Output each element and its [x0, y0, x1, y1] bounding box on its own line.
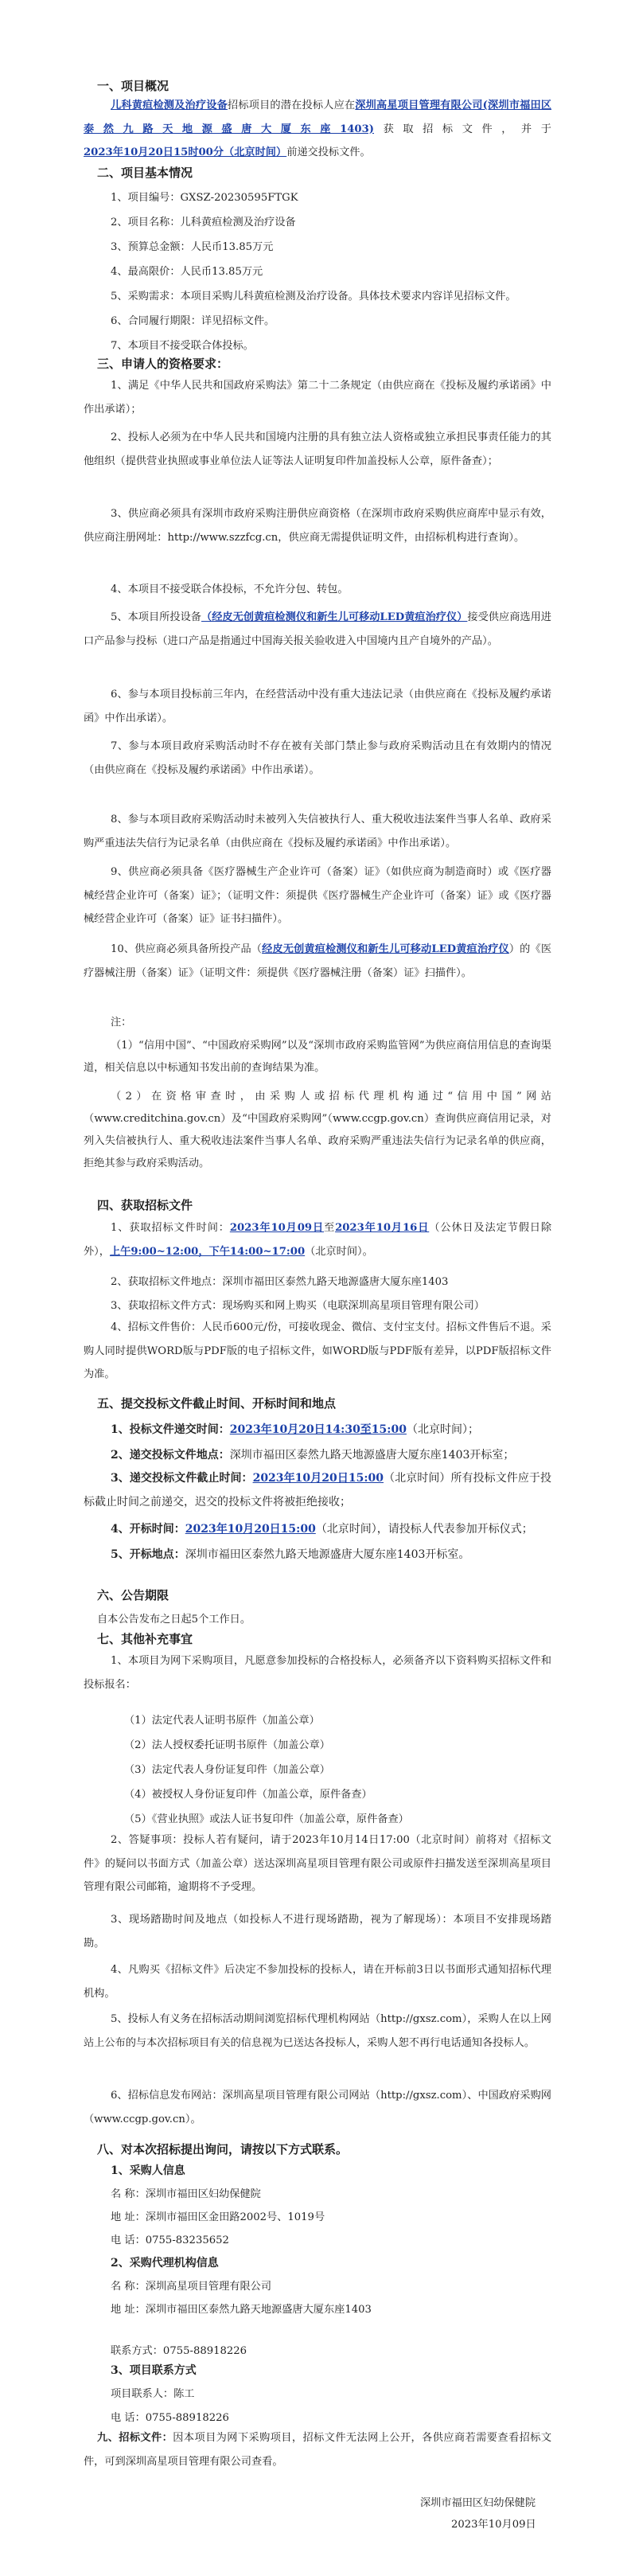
opening-time: 4、开标时间：2023年10月20日15:00（北京时间），请投标人代表参加开标仪式；: [111, 1523, 533, 1536]
qualification-paragraph: 8、参与本项目政府采购活动时未被列入失信被执行人、重大税收违法案件当事人名单、政府采购严重违法失信行为记录名单（由供应商在《投标及履约承诺函》中作出承诺）。: [84, 814, 551, 849]
qualification-paragraph: 9、供应商必须具备《医疗器械生产企业许可（备案）证》（如供应商为制造商时）或《医疗器械经营企业许可（备案）证》；（证明文件：须提供《医疗器械生产企业许可（备案）证》或《医疗器械经营企业许可（备案）证》证书扫描件）。: [84, 866, 551, 925]
deadline-highlight: 2023年10月20日15时00分（北京时间）: [84, 146, 287, 158]
qualification-paragraph: 10、供应商必须具备所投产品（经皮无创黄疸检测仪和新生儿可移动LED黄疸治疗仪）的《医疗器械注册（备案）证》（证明文件：须提供《医疗器械注册（备案）证》扫描件）。: [84, 943, 552, 979]
required-document-item: （1）法定代表人证明书原件（加盖公章）: [124, 1715, 320, 1727]
basic-info-item: 4、最高限价：人民币13.85万元: [111, 266, 263, 278]
basic-info-item: 6、合同履行期限：详见招标文件。: [111, 315, 275, 327]
equipment-highlight: （经皮无创黄疸检测仪和新生儿可移动LED黄疸治疗仪）: [201, 611, 468, 623]
qualification-paragraph: 2、投标人必须为在中华人民共和国境内注册的具有独立法人资格或独立承担民事责任能力的其他组织（提供营业执照或事业单位法人证等法人证明复印件加盖投标人公章，原件备查）；: [84, 431, 551, 467]
submission-deadline-paragraph: 3、递交投标文件截止时间：2023年10月20日15:00（北京时间）所有投标文件应于投标截止时间之前递交，迟交的投标文件将被拒绝接收；: [84, 1472, 551, 1509]
note-paragraph: （2）在资格审查时，由采购人或招标代理机构通过“信用中国”网站（www.creditchina.gov.cn）及“中国政府采购网”（www.ccgp.gov.cn）查询供应商信用记录，对列入失信被执行人、重大税收违法案件当事人名单、政府采购严重违法失信行为记录名单的供应商，拒绝其参与政府采购活动。: [84, 1091, 551, 1169]
section-heading-bidding-docs: 九、招标文件：: [97, 2432, 173, 2444]
obtain-time-paragraph: 1、获取招标文件时间：2023年10月09日至2023年10月16日（公休日及法定节假日除外），上午9:00~12:00，下午14:00~17:00（北京时间）。: [84, 1222, 552, 1258]
note-paragraph: （1）“信用中国”、“中国政府采购网”以及“深圳市政府采购监管网”为供应商信用信息的查询渠道，相关信息以中标通知书发出前的查询结果为准。: [84, 1040, 551, 1074]
other-matters-paragraph: 2、答疑事项：投标人若有疑问，请于2023年10月14日17:00（北京时间）前将对《招标文件》的疑问以书面方式（加盖公章）送达深圳高星项目管理有限公司或原件扫描发送至深圳高星项目管理有限公司邮箱，逾期将不予受理。: [84, 1834, 551, 1893]
issuer-name: 深圳市福田区妇幼保健院: [420, 2497, 536, 2509]
obtain-method: 3、获取招标文件方式：现场购买和网上购买（电联深圳高星项目管理有限公司）: [111, 1300, 485, 1312]
issue-date: 2023年10月09日: [451, 2519, 536, 2531]
qualification-paragraph: 3、供应商必须具有深圳市政府采购注册供应商资格（在深圳市政府采购供应商库中显示有效，供应商注册网址：http://www.szzfcg.cn，供应商无需提供证明文件，由招标机构进行查询）。: [84, 508, 551, 544]
other-matters-paragraph: 5、投标人有义务在招标活动期间浏览招标代理机构网站（http://gxsz.com），采购人在以上网站上公布的与本次招标项目有关的信息视为已送达各投标人，采购人恕不再行电话通知各投标人。: [84, 2013, 551, 2049]
qualification-paragraph: 7、参与本项目政府采购活动时不存在被有关部门禁止参与政府采购活动且在有效期内的情况（由供应商在《投标及履约承诺函》中作出承诺）。: [84, 740, 551, 776]
other-matters-paragraph: 4、凡购买《招标文件》后决定不参加投标的投标人，请在开标前3日以书面形式通知招标代理机构。: [84, 1964, 551, 2000]
equipment-highlight: 经皮无创黄疸检测仪和新生儿可移动LED黄疸治疗仪: [262, 943, 509, 955]
agent-name: 名 称：深圳高星项目管理有限公司: [111, 2281, 272, 2293]
section-heading-notice-period: 六、公告期限: [97, 1588, 169, 1602]
basic-info-item: 7、本项目不接受联合体投标。: [111, 340, 254, 352]
basic-info-item: 3、预算总金额：人民币13.85万元: [111, 241, 274, 253]
overview-paragraph: 儿科黄疸检测及治疗设备招标项目的潜在投标人应在深圳高星项目管理有限公司(深圳市福田区泰然九路天地源盛唐大厦东座1403)获取招标文件，并于 2023年10月20日15时00分（北京时间）前递交投标文件。: [84, 100, 552, 158]
obtain-place: 2、获取招标文件地点：深圳市福田区泰然九路天地源盛唐大厦东座1403: [111, 1276, 449, 1288]
required-document-item: （4）被授权人身份证复印件（加盖公章，原件备查）: [124, 1789, 372, 1801]
note-label: 注：: [111, 1017, 132, 1028]
required-document-item: （3）法定代表人身份证复印件（加盖公章）: [124, 1764, 330, 1776]
section-heading-obtain-docs: 四、获取招标文件: [97, 1198, 193, 1212]
submission-time: 1、投标文件递交时间：2023年10月20日14:30至15:00（北京时间）；: [111, 1423, 479, 1436]
other-matters-paragraph: 1、本项目为网下采购项目，凡愿意参加投标的合格投标人，必须备齐以下资料购买招标文件和投标报名：: [84, 1655, 551, 1691]
buyer-name: 名 称：深圳市福田区妇幼保健院: [111, 2188, 261, 2200]
agency-address-highlight: 深圳高星项目管理有限公司(深圳市福田区泰然九路天地源盛唐大厦东座1403): [84, 100, 552, 135]
qualification-paragraph: 4、本项目不接受联合体投标，不允许分包、转包。: [111, 584, 349, 595]
section-heading-overview: 一、项目概况: [97, 79, 169, 93]
other-matters-paragraph: 3、现场踏勘时间及地点（如投标人不进行现场踏勘，视为了解现场）：本项目不安排现场踏勘。: [84, 1914, 551, 1950]
notice-period-text: 自本公告发布之日起5个工作日。: [97, 1614, 251, 1626]
other-matters-paragraph: 6、招标信息发布网站：深圳高星项目管理有限公司网站（http://gxsz.com）、中国政府采购网（www.ccgp.gov.cn）。: [84, 2090, 551, 2125]
required-document-item: （5）《营业执照》或法人证书复印件（加盖公章，原件备查）: [124, 1813, 409, 1825]
submission-place: 2、递交投标文件地点：深圳市福田区泰然九路天地源盛唐大厦东座1403开标室；: [111, 1449, 515, 1462]
project-contact-heading: 3、项目联系方式: [111, 2364, 197, 2377]
buyer-address: 地 址：深圳市福田区金田路2002号、1019号: [111, 2211, 325, 2223]
agent-address: 地 址：深圳市福田区泰然九路天地源盛唐大厦东座1403: [111, 2304, 372, 2316]
project-contact-phone: 电 话：0755-88918226: [111, 2412, 229, 2424]
qualification-paragraph: 6、参与本项目投标前三年内，在经营活动中没有重大违法记录（由供应商在《投标及履约承诺函》中作出承诺）。: [84, 689, 551, 724]
section-heading-other-matters: 七、其他补充事宜: [97, 1632, 193, 1646]
document-price-paragraph: 4、招标文件售价：人民币600元/份，可接收现金、微信、支付宝支付。招标文件售后不退。采购人同时提供WORD版与PDF版的电子招标文件，如WORD版与PDF版有差异，以PDF版招标文件为准。: [84, 1321, 551, 1380]
opening-place: 5、开标地点：深圳市福田区泰然九路天地源盛唐大厦东座1403开标室。: [111, 1548, 470, 1561]
agent-info-heading: 2、采购代理机构信息: [111, 2257, 219, 2270]
qualification-paragraph: 1、满足《中华人民共和国政府采购法》第二十二条规定（由供应商在《投标及履约承诺函》中作出承诺）；: [84, 380, 551, 416]
section-heading-basic-info: 二、项目基本情况: [97, 166, 193, 180]
project-contact-person: 项目联系人：陈工: [111, 2388, 195, 2400]
bidding-docs-paragraph: 九、招标文件：因本项目为网下采购项目，招标文件无法网上公开，各供应商若需要查看招标文件，可到深圳高星项目管理有限公司查看。: [84, 2432, 552, 2468]
basic-info-item: 2、项目名称：儿科黄疸检测及治疗设备: [111, 217, 296, 228]
buyer-phone: 电 话：0755-83235652: [111, 2234, 229, 2246]
buyer-info-heading: 1、采购人信息: [111, 2164, 185, 2177]
agent-phone: 联系方式：0755-88918226: [111, 2345, 247, 2357]
basic-info-item: 5、采购需求：本项目采购儿科黄疸检测及治疗设备。具体技术要求内容详见招标文件。: [111, 291, 516, 302]
section-heading-qualifications: 三、申请人的资格要求：: [97, 357, 229, 371]
required-document-item: （2）法人授权委托证明书原件（加盖公章）: [124, 1739, 330, 1751]
project-name-highlight: 儿科黄疸检测及治疗设备: [111, 100, 228, 111]
qualification-paragraph: 5、本项目所投设备（经皮无创黄疸检测仪和新生儿可移动LED黄疸治疗仪）接受供应商选用进口产品参与投标（进口产品是指通过中国海关报关验收进入中国境内且产自境外的产品）。: [84, 611, 551, 647]
basic-info-item: 1、项目编号：GXSZ-20230595FTGK: [111, 192, 298, 204]
section-heading-submission: 五、提交投标文件截止时间、开标时间和地点: [97, 1396, 337, 1411]
section-heading-contacts: 八、对本次招标提出询问，请按以下方式联系。: [97, 2142, 349, 2156]
